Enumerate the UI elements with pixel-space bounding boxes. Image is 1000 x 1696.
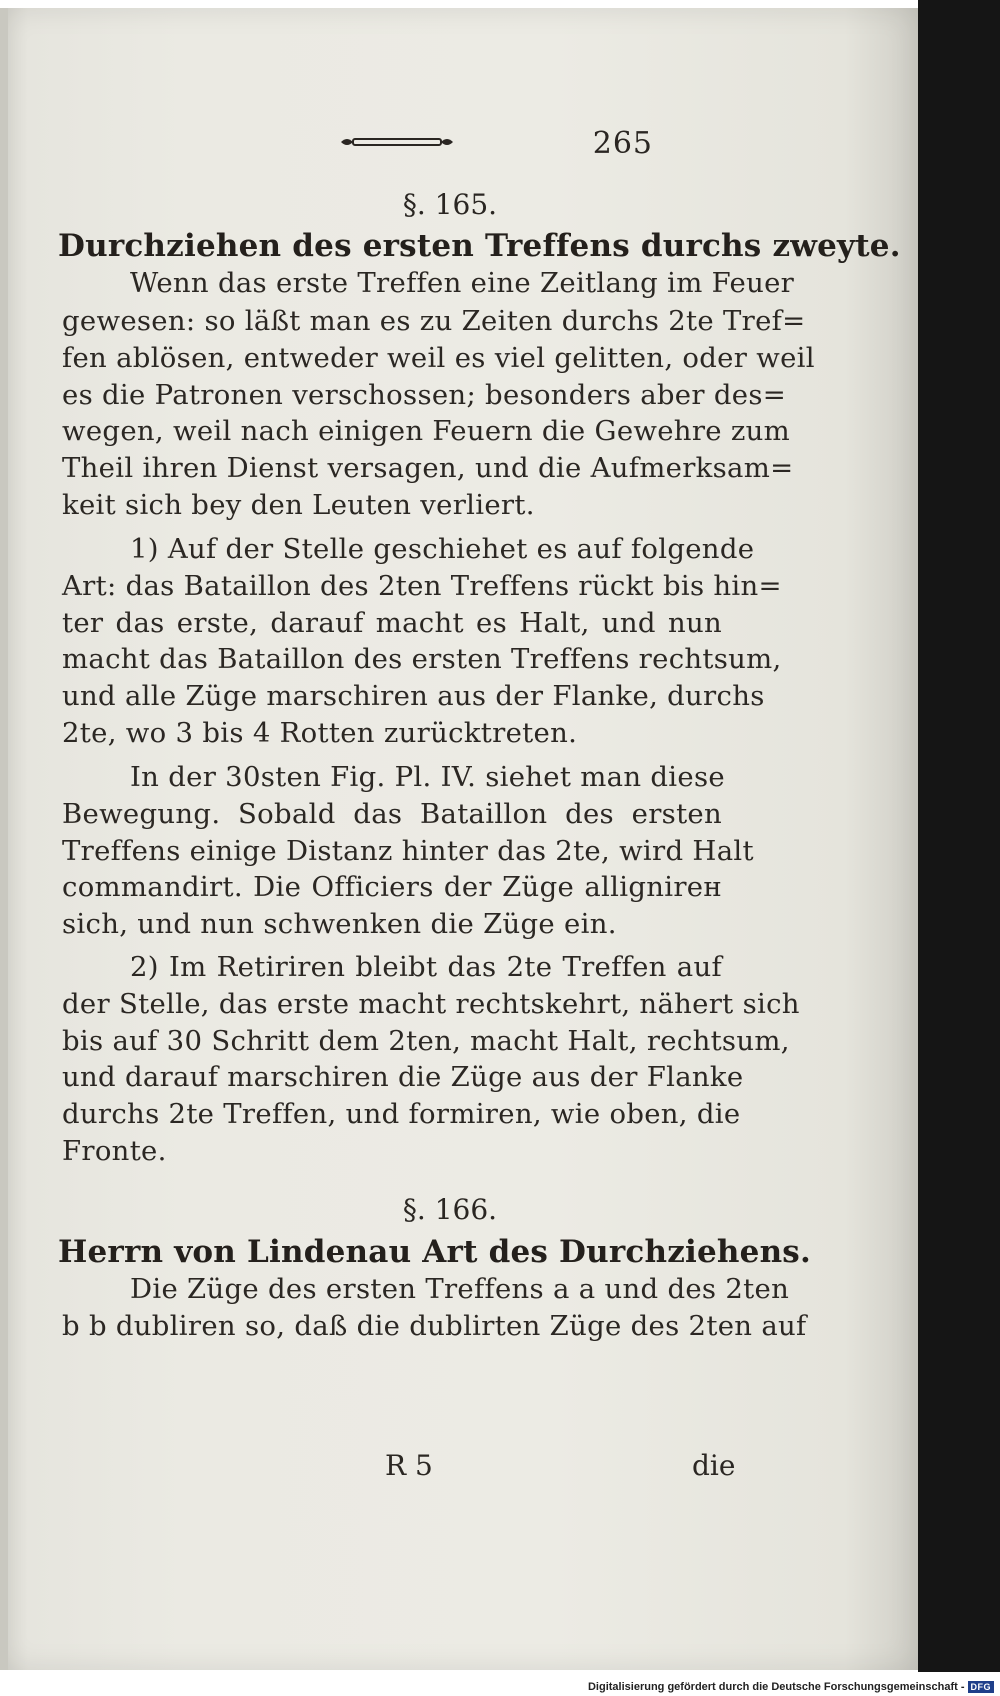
dfg-logo: DFG xyxy=(968,1681,995,1693)
text-line: commandirt. Die Officiers der Züge allignirен xyxy=(62,871,722,903)
text-line: Art: das Bataillon des 2ten Treffens rückt bis hin= xyxy=(62,570,782,602)
text-line: es die Patronen verschossen; besonders aber des= xyxy=(62,379,787,411)
text-line: und darauf marschiren die Züge aus der Flanke xyxy=(62,1061,744,1093)
text-line: 1) Auf der Stelle geschiehet es auf folgende xyxy=(130,533,755,565)
text-line: 2te, wo 3 bis 4 Rotten zurücktreten. xyxy=(62,717,578,749)
text-line: Wenn das erste Treffen eine Zeitlang im Feuer xyxy=(130,267,795,299)
section-number: §. 166. xyxy=(402,1193,498,1226)
credit-text: Digitalisierung gefördert durch die Deutsche Forschungsgemeinschaft - xyxy=(587,1680,965,1693)
text-line: 2) Im Retiriren bleibt das 2te Treffen auf xyxy=(130,951,722,983)
header-ornament xyxy=(337,132,457,152)
text-line: keit sich bey den Leuten verliert. xyxy=(62,489,535,521)
text-line: b b dubliren so, daß die dublirten Züge des 2ten auf xyxy=(62,1310,807,1342)
book-page xyxy=(0,8,918,1670)
text-line: Treffens einige Distanz hinter das 2te, wird Halt xyxy=(62,835,754,867)
text-line: bis auf 30 Schritt dem 2ten, macht Halt, rechtsum, xyxy=(62,1025,790,1057)
page-margin xyxy=(0,8,8,1670)
text-line: durchs 2te Treffen, und formiren, wie oben, die xyxy=(62,1098,741,1130)
section-heading: Herrn von Lindenau Art des Durchziehens. xyxy=(58,1234,811,1270)
digitization-credit xyxy=(588,1681,994,1693)
section-number: §. 165. xyxy=(402,188,498,221)
text-line: Die Züge des ersten Treffens a a und des 2ten xyxy=(130,1273,790,1305)
signature-mark: R 5 xyxy=(385,1449,433,1482)
text-line: und alle Züge marschiren aus der Flanke, durchs xyxy=(62,680,765,712)
text-line: macht das Bataillon des ersten Treffens rechtsum, xyxy=(62,643,782,675)
text-line: ter das erste, darauf macht es Halt, und nun xyxy=(62,607,722,639)
text-line: der Stelle, das erste macht rechtskehrt, nähert sich xyxy=(62,988,800,1020)
text-line: Theil ihren Dienst versagen, und die Aufmerksam= xyxy=(62,452,794,484)
background-edge xyxy=(918,0,1000,1672)
text-line: In der 30sten Fig. Pl. IV. siehet man diese xyxy=(130,761,725,793)
text-line: Bewegung. Sobald das Bataillon des ersten xyxy=(62,798,722,830)
page-number: 265 xyxy=(592,126,653,161)
text-line: wegen, weil nach einigen Feuern die Gewehre zum xyxy=(62,415,791,447)
text-line: fen ablösen, entweder weil es viel gelitten, oder weil xyxy=(62,342,815,374)
section-heading: Durchziehen des ersten Treffens durchs zweyte. xyxy=(58,228,901,264)
text-line: gewesen: so läßt man es zu Zeiten durchs 2te Tref= xyxy=(62,305,806,337)
text-line: sich, und nun schwenken die Züge ein. xyxy=(62,908,617,940)
text-line: Fronte. xyxy=(62,1135,167,1167)
catchword: die xyxy=(692,1449,736,1482)
